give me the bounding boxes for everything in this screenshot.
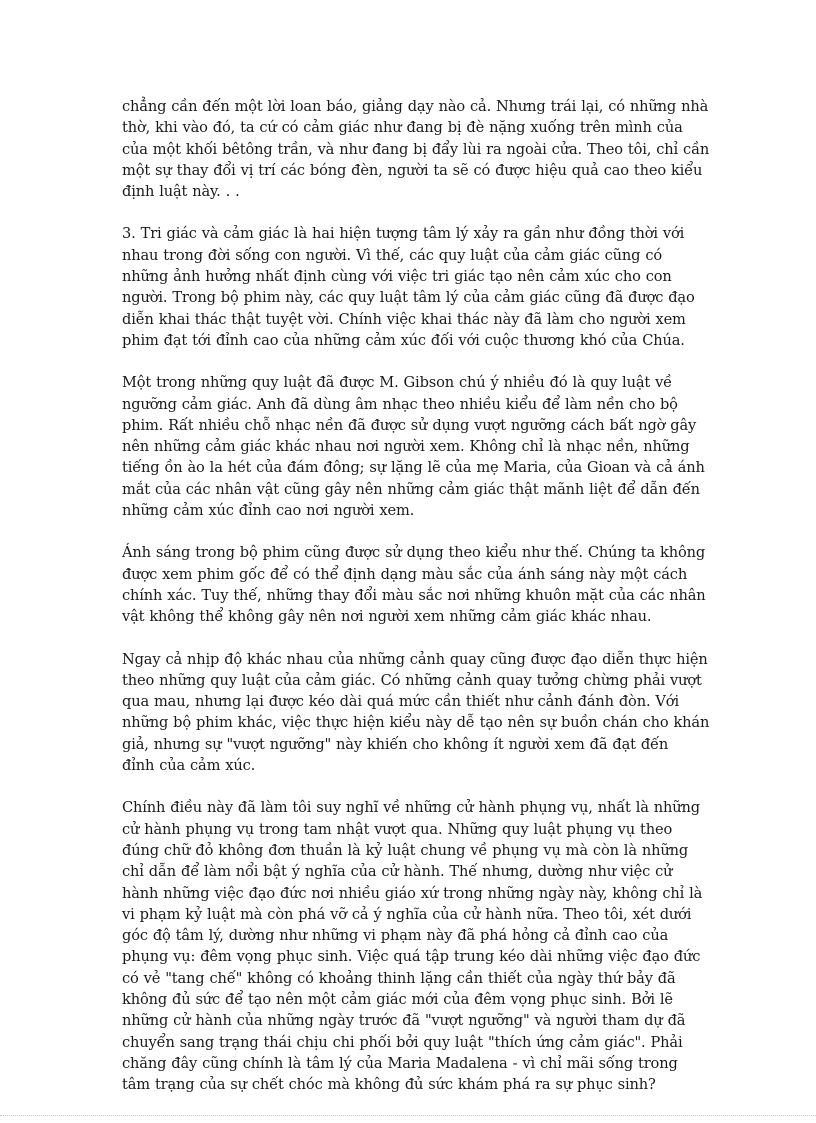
text-line: diễn khai thác thật tuyệt vời. Chính việc khai thác này đã làm cho người xem xyxy=(122,310,686,328)
text-line: đỉnh của cảm xúc. xyxy=(122,757,256,775)
text-line: tâm trạng của sự chết chóc mà không đủ sức khám phá ra sự phục sinh? xyxy=(122,1076,656,1094)
text-line: thờ, khi vào đó, ta cứ có cảm giác như đang bị đè nặng xuống trên mình của xyxy=(122,119,683,137)
text-line: mắt của các nhân vật cũng gây nên những cảm giác thật mãnh liệt để dẫn đến xyxy=(122,480,700,498)
text-line: phim. Rất nhiều chỗ nhạc nền đã được sử dụng vượt ngưỡng cách bất ngờ gây xyxy=(122,416,697,434)
text-line: được xem phim gốc để có thể định dạng màu sắc của ánh sáng này một cách xyxy=(122,565,688,583)
text-line: những ảnh hưởng nhất định cùng với việc tri giác tạo nên cảm xúc cho con xyxy=(122,268,672,286)
text-line: chỉ dẫn để làm nổi bật ý nghĩa của cử hành. Thế nhưng, dường như việc cử xyxy=(122,863,673,881)
text-line: định luật này. . . xyxy=(122,183,240,201)
text-line: chuyển sang trạng thái chịu chi phối bởi quy luật "thích ứng cảm giác". Phải xyxy=(122,1033,683,1051)
text-line: phụng vụ: đêm vọng phục sinh. Việc quá tập trung kéo dài những việc đạo đức xyxy=(122,948,701,966)
text-line: nên những cảm giác khác nhau nơi người xem. Không chỉ là nhạc nền, những xyxy=(122,438,690,456)
text-line: nhau trong đời sống con người. Vì thế, các quy luật của cảm giác cũng có xyxy=(122,246,662,264)
text-line: chăng đây cũng chính là tâm lý của Maria Madalena - vì chỉ mãi sống trong xyxy=(122,1054,678,1072)
text-line: vật không thể không gây nên nơi người xem những cảm giác khác nhau. xyxy=(122,608,652,626)
text-line: Một trong những quy luật đã được M. Gibson chú ý nhiều đó là quy luật về xyxy=(122,374,673,392)
text-line: những bộ phim khác, việc thực hiện kiểu này dễ tạo nên sự buồn chán cho khán xyxy=(122,714,710,732)
text-line: đúng chữ đỏ không đơn thuần là kỷ luật chung về phụng vụ mà còn là những xyxy=(122,841,689,859)
text-line: phim đạt tới đỉnh cao của những cảm xúc đối với cuộc thương khó của Chúa. xyxy=(122,331,685,349)
text-line: của một khối bêtông trần, và như đang bị đẩy lùi ra ngoài cửa. Theo tôi, chỉ cần xyxy=(122,140,710,158)
text-line: không đủ sức để tạo nên một cảm giác mới của đêm vọng phục sinh. Bởi lẽ xyxy=(122,990,673,1008)
text-line: cử hành phụng vụ trong tam nhật vượt qua. Những quy luật phụng vụ theo xyxy=(122,820,673,838)
text-line: tiếng ồn ào la hét của đám đông; sự lặng lẽ của mẹ Maria, của Gioan và cả ánh xyxy=(122,459,705,477)
text-line: 3. Tri giác và cảm giác là hai hiện tượng tâm lý xảy ra gần như đồng thời với xyxy=(122,225,685,243)
text-line: qua mau, nhưng lại được kéo dài quá mức cần thiết như cảnh đánh đòn. Với xyxy=(122,693,679,711)
text-line: Chính điều này đã làm tôi suy nghĩ về những cử hành phụng vụ, nhất là những xyxy=(122,799,700,817)
paragraph-1 xyxy=(122,96,710,202)
text-line: Ánh sáng trong bộ phim cũng được sử dụng theo kiểu như thế. Chúng ta không xyxy=(122,544,706,562)
text-line: người. Trong bộ phim này, các quy luật tâm lý của cảm giác cũng đã được đạo xyxy=(122,289,695,307)
paragraph-3 xyxy=(122,372,705,521)
text-line: chính xác. Tuy thế, những thay đổi màu sắc nơi những khuôn mặt của các nhân xyxy=(122,586,706,604)
paragraph-5 xyxy=(122,649,710,777)
text-line: vi phạm kỷ luật mà còn phá vỡ cả ý nghĩa của cử hành nữa. Theo tôi, xét dưới xyxy=(122,905,692,923)
paragraph-6 xyxy=(122,797,703,1095)
document-body xyxy=(122,96,710,1116)
text-line: những cảm xúc đỉnh cao nơi người xem. xyxy=(122,502,415,520)
text-line: những cử hành của những ngày trước đã "vượt ngưỡng" và người tham dự đã xyxy=(122,1012,686,1030)
text-line: hành những việc đạo đức nơi nhiều giáo xứ trong những ngày này, không chỉ là xyxy=(122,884,703,902)
text-line: ngưỡng cảm giác. Anh đã dùng âm nhạc theo nhiều kiểu để làm nền cho bộ xyxy=(122,395,678,413)
text-line: theo những quy luật của cảm giác. Có những cảnh quay tưởng chừng phải vượt xyxy=(122,671,702,689)
text-line: góc độ tâm lý, dường như những vi phạm này đã phá hỏng cả đỉnh cao của xyxy=(122,927,669,945)
text-line: chẳng cần đến một lời loan báo, giảng dạy nào cả. Nhưng trái lại, có những nhà xyxy=(122,98,709,115)
text-line: có vẻ "tang chế" không có khoảng thinh lặng cần thiết của ngày thứ bảy đã xyxy=(122,969,676,987)
paragraph-2 xyxy=(122,223,695,351)
text-line: giả, nhưng sự "vượt ngưỡng" này khiến cho không ít người xem đã đạt đến xyxy=(122,735,669,753)
page-bottom-divider xyxy=(0,1115,816,1116)
text-line: một sự thay đổi vị trí các bóng đèn, người ta sẽ có được hiệu quả cao theo kiểu xyxy=(122,161,703,179)
text-line: Ngay cả nhịp độ khác nhau của những cảnh quay cũng được đạo diễn thực hiện xyxy=(122,650,708,668)
paragraph-4 xyxy=(122,542,706,627)
